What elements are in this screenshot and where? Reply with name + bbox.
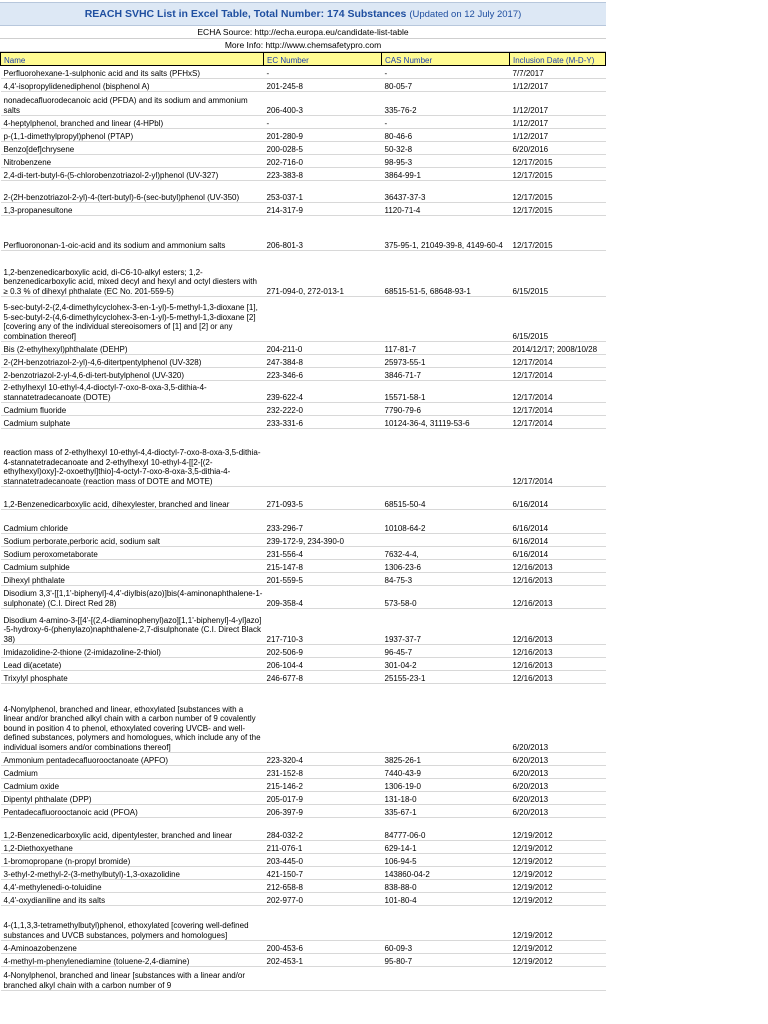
cell-ec-number: 206-801-3 <box>264 216 382 251</box>
cell-cas-number: 68515-51-5, 68648-93-1 <box>382 251 510 297</box>
cell-ec-number: 202-453-1 <box>264 954 382 967</box>
cell-inclusion-date: 6/20/2013 <box>510 684 606 753</box>
column-header-name: Name <box>1 53 264 66</box>
cell-ec-number: 215-147-8 <box>264 560 382 573</box>
table-row <box>1 534 606 547</box>
cell-inclusion-date: 6/16/2014 <box>510 510 606 534</box>
table-row <box>1 779 606 792</box>
cell-inclusion-date: 6/16/2014 <box>510 547 606 560</box>
cell-name: 3-ethyl-2-methyl-2-(3-methylbutyl)-1,3-oxazolidine <box>1 867 264 880</box>
cell-ec-number: 200-028-5 <box>264 142 382 155</box>
cell-name: p-(1,1-dimethylpropyl)phenol (PTAP) <box>1 129 264 142</box>
table-row <box>1 181 606 203</box>
cell-name: nonadecafluorodecanoic acid (PFDA) and its sodium and ammonium salts <box>1 92 264 116</box>
cell-cas-number: 3864-99-1 <box>382 168 510 181</box>
cell-ec-number <box>264 684 382 753</box>
cell-cas-number: 3846-71-7 <box>382 368 510 381</box>
cell-name: Sodium peroxometaborate <box>1 547 264 560</box>
cell-inclusion-date: 12/19/2012 <box>510 941 606 954</box>
cell-name: Perfluorononan-1-oic-acid and its sodium and ammonium salts <box>1 216 264 251</box>
cell-inclusion-date: 12/16/2013 <box>510 671 606 684</box>
cell-name: Trixylyl phosphate <box>1 671 264 684</box>
cell-name: Cadmium chloride <box>1 510 264 534</box>
table-row <box>1 560 606 573</box>
cell-cas-number <box>382 297 510 342</box>
cell-name: 2-(2H-benzotriazol-2-yl)-4-(tert-butyl)-6-(sec-butyl)phenol (UV-350) <box>1 181 264 203</box>
table-row <box>1 251 606 297</box>
cell-cas-number: 3825-26-1 <box>382 753 510 766</box>
cell-cas-number: 95-80-7 <box>382 954 510 967</box>
cell-cas-number: 143860-04-2 <box>382 867 510 880</box>
table-row <box>1 129 606 142</box>
cell-name: reaction mass of 2-ethylhexyl 10-ethyl-4,4-dioctyl-7-oxo-8-oxa-3,5-dithia-4-stannatetradecanoate and 2-ethylhexyl 10-ethyl-4-[[2-[(2-ethylhexyl)oxy]-2-oxoethyl]thio]-4-octyl-7-oxo-8-oxa-3,5-dithia-4-stannatetradecanoate (reaction mass of DOTE and MOTE) <box>1 429 264 487</box>
cell-ec-number <box>264 967 382 991</box>
cell-name: 2,4-di-tert-butyl-6-(5-chlorobenzotriazol-2-yl)phenol (UV-327) <box>1 168 264 181</box>
cell-inclusion-date: 12/17/2015 <box>510 181 606 203</box>
cell-cas-number: - <box>382 66 510 79</box>
cell-name: 4-heptylphenol, branched and linear (4-HPbl) <box>1 116 264 129</box>
cell-inclusion-date: 12/17/2015 <box>510 168 606 181</box>
cell-inclusion-date: 12/19/2012 <box>510 854 606 867</box>
cell-ec-number: 231-556-4 <box>264 547 382 560</box>
table-row <box>1 203 606 216</box>
cell-ec-number <box>264 906 382 941</box>
table-row <box>1 684 606 753</box>
cell-name: 2-benzotriazol-2-yl-4,6-di-tert-butylphenol (UV-320) <box>1 368 264 381</box>
cell-inclusion-date: 7/7/2017 <box>510 66 606 79</box>
cell-name: 1,2-Benzenedicarboxylic acid, dipentylester, branched and linear <box>1 818 264 841</box>
cell-cas-number <box>382 429 510 487</box>
cell-inclusion-date: 1/12/2017 <box>510 129 606 142</box>
cell-name: Cadmium sulphate <box>1 416 264 429</box>
cell-name: Cadmium fluoride <box>1 403 264 416</box>
table-row <box>1 381 606 403</box>
cell-cas-number: 10108-64-2 <box>382 510 510 534</box>
cell-name: Dipentyl phthalate (DPP) <box>1 792 264 805</box>
cell-cas-number: 7790-79-6 <box>382 403 510 416</box>
cell-inclusion-date: 12/16/2013 <box>510 586 606 609</box>
cell-cas-number: 7440-43-9 <box>382 766 510 779</box>
cell-name: 5-sec-butyl-2-(2,4-dimethylcyclohex-3-en-1-yl)-5-methyl-1,3-dioxane [1], 5-sec-butyl-2-(4,6-dimethylcyclohex-3-en-1-yl)-5-methyl-1,3-dioxane [2] [covering any of the individual stereoisomers of [1] and [2] or any combination thereof] <box>1 297 264 342</box>
cell-inclusion-date: 12/17/2014 <box>510 429 606 487</box>
column-header-date: Inclusion Date (M-D-Y) <box>510 53 606 66</box>
table-row <box>1 954 606 967</box>
cell-ec-number: 239-622-4 <box>264 381 382 403</box>
cell-ec-number: 271-093-5 <box>264 487 382 510</box>
cell-ec-number: 217-710-3 <box>264 609 382 645</box>
updated-note: (Updated on 12 July 2017) <box>409 9 522 20</box>
cell-inclusion-date: 12/19/2012 <box>510 818 606 841</box>
cell-cas-number <box>382 534 510 547</box>
cell-name: 1,2-benzenedicarboxylic acid, di-C6-10-alkyl esters; 1,2-benzenedicarboxylic acid, mixed decyl and hexyl and octyl diesters with ≥ 0.3 % of dihexyl phthalate (EC No. 201-559-5) <box>1 251 264 297</box>
cell-cas-number: 50-32-8 <box>382 142 510 155</box>
table-row <box>1 753 606 766</box>
cell-name: 1-bromopropane (n-propyl bromide) <box>1 854 264 867</box>
cell-ec-number: 214-317-9 <box>264 203 382 216</box>
svhc-table <box>0 52 606 991</box>
table-row <box>1 854 606 867</box>
cell-inclusion-date: 12/17/2014 <box>510 368 606 381</box>
cell-inclusion-date: 12/17/2014 <box>510 416 606 429</box>
source-line: ECHA Source: http://echa.europa.eu/candidate-list-table <box>0 26 606 39</box>
cell-ec-number: 223-320-4 <box>264 753 382 766</box>
cell-inclusion-date: 2014/12/17; 2008/10/28 <box>510 342 606 355</box>
title-banner <box>0 2 606 26</box>
page-title: REACH SVHC List in Excel Table, Total Number: 174 Substances <box>84 8 407 20</box>
cell-cas-number: 96-45-7 <box>382 645 510 658</box>
cell-ec-number <box>264 429 382 487</box>
cell-cas-number: 335-76-2 <box>382 92 510 116</box>
cell-ec-number: 202-506-9 <box>264 645 382 658</box>
cell-cas-number: 1306-19-0 <box>382 779 510 792</box>
cell-inclusion-date: 12/16/2013 <box>510 609 606 645</box>
cell-inclusion-date: 12/19/2012 <box>510 893 606 906</box>
cell-ec-number: 202-977-0 <box>264 893 382 906</box>
cell-inclusion-date: 1/12/2017 <box>510 116 606 129</box>
cell-inclusion-date: 12/17/2014 <box>510 403 606 416</box>
cell-cas-number: 1306-23-6 <box>382 560 510 573</box>
cell-ec-number: 203-445-0 <box>264 854 382 867</box>
cell-name: 4,4'-methylenedi-o-toluidine <box>1 880 264 893</box>
cell-cas-number: 101-80-4 <box>382 893 510 906</box>
cell-inclusion-date: 12/16/2013 <box>510 560 606 573</box>
cell-name: Perfluorohexane-1-sulphonic acid and its salts (PFHxS) <box>1 66 264 79</box>
cell-inclusion-date: 12/17/2014 <box>510 355 606 368</box>
cell-name: Disodium 3,3'-[[1,1'-biphenyl]-4,4'-diylbis(azo)]bis(4-aminonaphthalene-1-sulphonate) (C.I. Direct Red 28) <box>1 586 264 609</box>
cell-cas-number: 98-95-3 <box>382 155 510 168</box>
cell-inclusion-date: 6/20/2013 <box>510 805 606 818</box>
cell-inclusion-date: 12/17/2014 <box>510 381 606 403</box>
cell-name: Cadmium <box>1 766 264 779</box>
cell-inclusion-date: 12/16/2013 <box>510 645 606 658</box>
table-row <box>1 880 606 893</box>
cell-name: Ammonium pentadecafluorooctanoate (APFO) <box>1 753 264 766</box>
table-row <box>1 967 606 991</box>
cell-cas-number: 25973-55-1 <box>382 355 510 368</box>
table-row <box>1 658 606 671</box>
table-row <box>1 487 606 510</box>
table-row <box>1 66 606 79</box>
cell-cas-number: 131-18-0 <box>382 792 510 805</box>
table-row <box>1 867 606 880</box>
cell-ec-number: 204-211-0 <box>264 342 382 355</box>
table-row <box>1 429 606 487</box>
table-row <box>1 841 606 854</box>
table-row <box>1 906 606 941</box>
table-row <box>1 216 606 251</box>
cell-name: 4-Aminoazobenzene <box>1 941 264 954</box>
cell-cas-number: 25155-23-1 <box>382 671 510 684</box>
cell-name: 2-ethylhexyl 10-ethyl-4,4-dioctyl-7-oxo-8-oxa-3,5-dithia-4-stannatetradecanoate (DOTE) <box>1 381 264 403</box>
cell-name: Cadmium sulphide <box>1 560 264 573</box>
table-row <box>1 142 606 155</box>
table-row <box>1 941 606 954</box>
cell-inclusion-date: 12/19/2012 <box>510 867 606 880</box>
column-header-ec: EC Number <box>264 53 382 66</box>
cell-name: 1,2-Benzenedicarboxylic acid, dihexylester, branched and linear <box>1 487 264 510</box>
cell-ec-number: 205-017-9 <box>264 792 382 805</box>
cell-cas-number: 15571-58-1 <box>382 381 510 403</box>
table-row <box>1 547 606 560</box>
cell-name: Pentadecafluorooctanoic acid (PFOA) <box>1 805 264 818</box>
cell-name: 4,4'-isopropylidenediphenol (bisphenol A) <box>1 79 264 92</box>
cell-ec-number: 201-245-8 <box>264 79 382 92</box>
cell-ec-number: 211-076-1 <box>264 841 382 854</box>
cell-ec-number: 206-397-9 <box>264 805 382 818</box>
cell-ec-number: 215-146-2 <box>264 779 382 792</box>
cell-cas-number: 80-05-7 <box>382 79 510 92</box>
cell-cas-number: 375-95-1, 21049-39-8, 4149-60-4 <box>382 216 510 251</box>
cell-inclusion-date: 12/19/2012 <box>510 954 606 967</box>
cell-inclusion-date: 12/17/2015 <box>510 203 606 216</box>
cell-ec-number: - <box>264 116 382 129</box>
cell-ec-number: 201-280-9 <box>264 129 382 142</box>
cell-cas-number: 106-94-5 <box>382 854 510 867</box>
cell-ec-number: 209-358-4 <box>264 586 382 609</box>
cell-ec-number: 284-032-2 <box>264 818 382 841</box>
cell-inclusion-date: 6/20/2013 <box>510 753 606 766</box>
cell-name: 1,3-propanesultone <box>1 203 264 216</box>
cell-ec-number: 246-677-8 <box>264 671 382 684</box>
table-row <box>1 416 606 429</box>
table-row <box>1 671 606 684</box>
cell-ec-number: 231-152-8 <box>264 766 382 779</box>
cell-cas-number: 7632-4-4, <box>382 547 510 560</box>
cell-inclusion-date: 1/12/2017 <box>510 92 606 116</box>
cell-inclusion-date: 6/20/2013 <box>510 779 606 792</box>
table-body <box>1 66 606 991</box>
cell-name: Benzo[def]chrysene <box>1 142 264 155</box>
cell-ec-number: 223-383-8 <box>264 168 382 181</box>
table-row <box>1 766 606 779</box>
table-row <box>1 368 606 381</box>
cell-cas-number <box>382 906 510 941</box>
table-row <box>1 92 606 116</box>
cell-name: Bis (2-ethylhexyl)phthalate (DEHP) <box>1 342 264 355</box>
cell-cas-number: 629-14-1 <box>382 841 510 854</box>
cell-ec-number: 232-222-0 <box>264 403 382 416</box>
cell-cas-number: 80-46-6 <box>382 129 510 142</box>
cell-cas-number: 573-58-0 <box>382 586 510 609</box>
cell-inclusion-date <box>510 967 606 991</box>
cell-cas-number: 68515-50-4 <box>382 487 510 510</box>
cell-name: Disodium 4-amino-3-[[4'-[(2,4-diaminophenyl)azo][1,1'-biphenyl]-4-yl]azo] -5-hydroxy-6-(phenylazo)naphthalene-2,7-disulphonate (C.I. Direct Black 38) <box>1 609 264 645</box>
cell-ec-number: 239-172-9, 234-390-0 <box>264 534 382 547</box>
cell-name: 4-methyl-m-phenylenediamine (toluene-2,4-diamine) <box>1 954 264 967</box>
table-row <box>1 297 606 342</box>
cell-cas-number: 1937-37-7 <box>382 609 510 645</box>
cell-inclusion-date: 6/15/2015 <box>510 297 606 342</box>
cell-ec-number: 421-150-7 <box>264 867 382 880</box>
cell-ec-number: 206-400-3 <box>264 92 382 116</box>
cell-name: Lead di(acetate) <box>1 658 264 671</box>
cell-inclusion-date: 6/16/2014 <box>510 487 606 510</box>
cell-ec-number <box>264 297 382 342</box>
cell-cas-number: 84777-06-0 <box>382 818 510 841</box>
cell-ec-number: 202-716-0 <box>264 155 382 168</box>
cell-cas-number: 10124-36-4, 31119-53-6 <box>382 416 510 429</box>
cell-ec-number: 233-296-7 <box>264 510 382 534</box>
cell-ec-number: 212-658-8 <box>264 880 382 893</box>
cell-name: Sodium perborate,perboric acid, sodium salt <box>1 534 264 547</box>
cell-inclusion-date: 12/16/2013 <box>510 573 606 586</box>
cell-inclusion-date: 12/17/2015 <box>510 155 606 168</box>
cell-inclusion-date: 12/16/2013 <box>510 658 606 671</box>
cell-ec-number: 253-037-1 <box>264 181 382 203</box>
cell-cas-number <box>382 967 510 991</box>
cell-cas-number: 838-88-0 <box>382 880 510 893</box>
table-row <box>1 792 606 805</box>
cell-cas-number: 1120-71-4 <box>382 203 510 216</box>
cell-ec-number: - <box>264 66 382 79</box>
spreadsheet <box>0 2 606 991</box>
table-row <box>1 510 606 534</box>
cell-name: Dihexyl phthalate <box>1 573 264 586</box>
cell-cas-number: 335-67-1 <box>382 805 510 818</box>
cell-ec-number: 271-094-0, 272-013-1 <box>264 251 382 297</box>
table-row <box>1 355 606 368</box>
table-row <box>1 403 606 416</box>
table-row <box>1 79 606 92</box>
table-row <box>1 645 606 658</box>
table-row <box>1 168 606 181</box>
cell-cas-number: 60-09-3 <box>382 941 510 954</box>
cell-inclusion-date: 6/16/2014 <box>510 534 606 547</box>
more-info-line: More Info: http://www.chemsafetypro.com <box>0 39 606 52</box>
cell-inclusion-date: 12/19/2012 <box>510 906 606 941</box>
cell-name: 4-Nonylphenol, branched and linear, ethoxylated [substances with a linear and/or branched alkyl chain with a carbon number of 9 covalently bound in position 4 to phenol, ethoxylated covering UVCB- and well-defined substances, polymers and homologues, which include any of the individual isomers and/or combinations thereof] <box>1 684 264 753</box>
column-header-cas: CAS Number <box>382 53 510 66</box>
cell-inclusion-date: 6/15/2015 <box>510 251 606 297</box>
table-row <box>1 116 606 129</box>
header-row <box>1 53 606 66</box>
table-row <box>1 573 606 586</box>
table-row <box>1 342 606 355</box>
cell-ec-number: 233-331-6 <box>264 416 382 429</box>
cell-name: Nitrobenzene <box>1 155 264 168</box>
cell-cas-number: 36437-37-3 <box>382 181 510 203</box>
cell-inclusion-date: 12/19/2012 <box>510 880 606 893</box>
cell-inclusion-date: 6/20/2013 <box>510 792 606 805</box>
table-row <box>1 818 606 841</box>
cell-ec-number: 223-346-6 <box>264 368 382 381</box>
cell-name: 2-(2H-benzotriazol-2-yl)-4,6-ditertpentylphenol (UV-328) <box>1 355 264 368</box>
table-row <box>1 893 606 906</box>
cell-name: 4,4'-oxydianiline and its salts <box>1 893 264 906</box>
cell-cas-number: 117-81-7 <box>382 342 510 355</box>
cell-ec-number: 201-559-5 <box>264 573 382 586</box>
cell-name: 1,2-Diethoxyethane <box>1 841 264 854</box>
cell-inclusion-date: 12/17/2015 <box>510 216 606 251</box>
cell-ec-number: 206-104-4 <box>264 658 382 671</box>
cell-inclusion-date: 1/12/2017 <box>510 79 606 92</box>
cell-cas-number: - <box>382 116 510 129</box>
cell-name: Imidazolidine-2-thione (2-imidazoline-2-thiol) <box>1 645 264 658</box>
cell-ec-number: 247-384-8 <box>264 355 382 368</box>
cell-inclusion-date: 12/19/2012 <box>510 841 606 854</box>
table-row <box>1 586 606 609</box>
cell-cas-number: 84-75-3 <box>382 573 510 586</box>
table-row <box>1 155 606 168</box>
table-row <box>1 805 606 818</box>
cell-inclusion-date: 6/20/2013 <box>510 766 606 779</box>
cell-cas-number: 301-04-2 <box>382 658 510 671</box>
cell-name: Cadmium oxide <box>1 779 264 792</box>
table-row <box>1 609 606 645</box>
cell-name: 4-Nonylphenol, branched and linear [substances with a linear and/or branched alkyl chain with a carbon number of 9 <box>1 967 264 991</box>
cell-ec-number: 200-453-6 <box>264 941 382 954</box>
cell-name: 4-(1,1,3,3-tetramethylbutyl)phenol, ethoxylated [covering well-defined substances and UVCB substances, polymers and homologues] <box>1 906 264 941</box>
cell-inclusion-date: 6/20/2016 <box>510 142 606 155</box>
cell-cas-number <box>382 684 510 753</box>
